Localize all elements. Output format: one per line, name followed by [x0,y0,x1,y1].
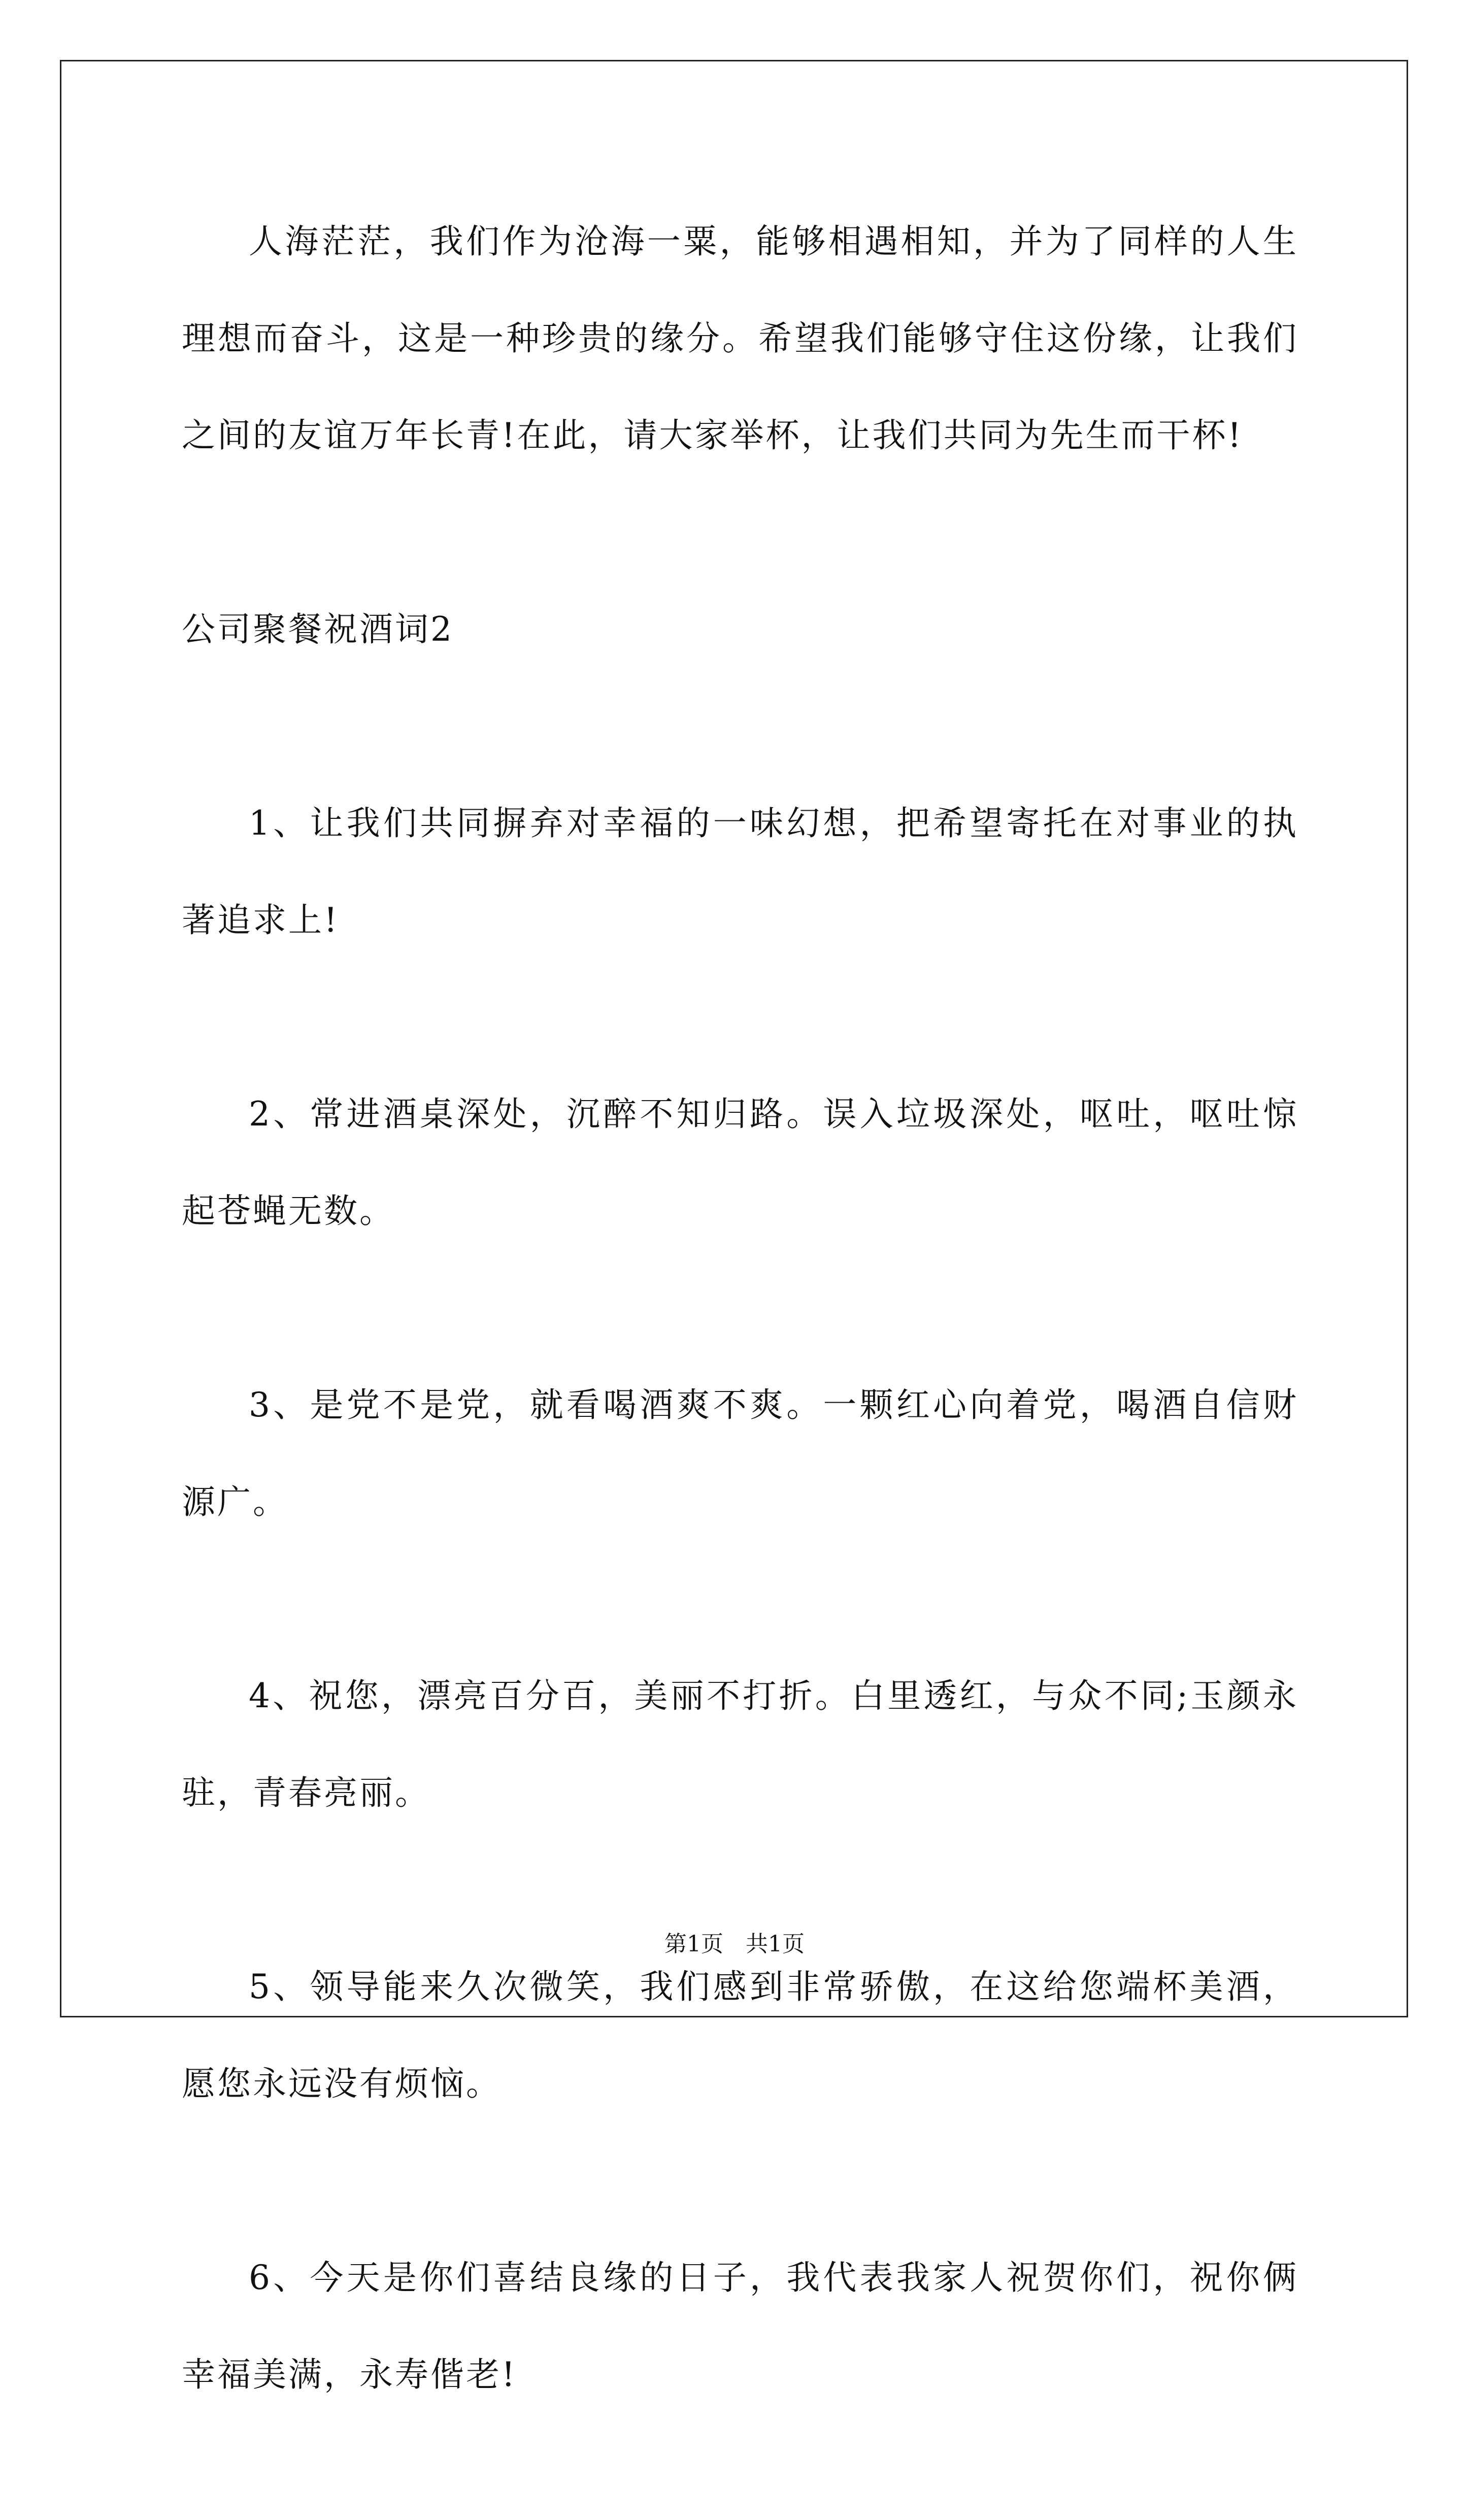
list-item: 4、祝您，漂亮百分百，美丽不打折。白里透红，与众不同;玉颜永驻，青春亮丽。 [182,1676,1298,1812]
list-item: 6、今天是你们喜结良缘的日子，我代表我家人祝贺你们，祝你俩幸福美满，永寿偕老! [182,2258,1298,2394]
document-body [182,193,1298,2520]
list-item: 3、是党不是党，就看喝酒爽不爽。一颗红心向着党，喝酒自信财源广。 [182,1385,1298,1521]
list-item: 5、领导能来久次微笑，我们感到非常骄傲，在这给您端杯美酒，愿您永远没有烦恼。 [182,1967,1298,2103]
list-item: 1、让我们共同摒弃对幸福的一味幻想，把希望寄托在对事业的执著追求上! [182,804,1298,940]
page-number: 第1页 [664,1931,723,1957]
section-title: 公司聚餐祝酒词2 [182,610,454,649]
list-item: 2、常进酒桌深处，沉醉不知归路。误入垃圾深处，呕吐，呕吐惊起苍蝇无数。 [182,1095,1298,1231]
page-total: 共1页 [746,1931,805,1957]
page-footer [0,1929,1469,1960]
intro-paragraph: 人海茫茫，我们作为沧海一粟，能够相遇相知，并为了同样的人生理想而奋斗，这是一种珍贵的缘分。希望我们能够守住这份缘，让我们之间的友谊万年长青!在此，请大家举杯，让我们共同为先生而干杯! [182,222,1298,455]
